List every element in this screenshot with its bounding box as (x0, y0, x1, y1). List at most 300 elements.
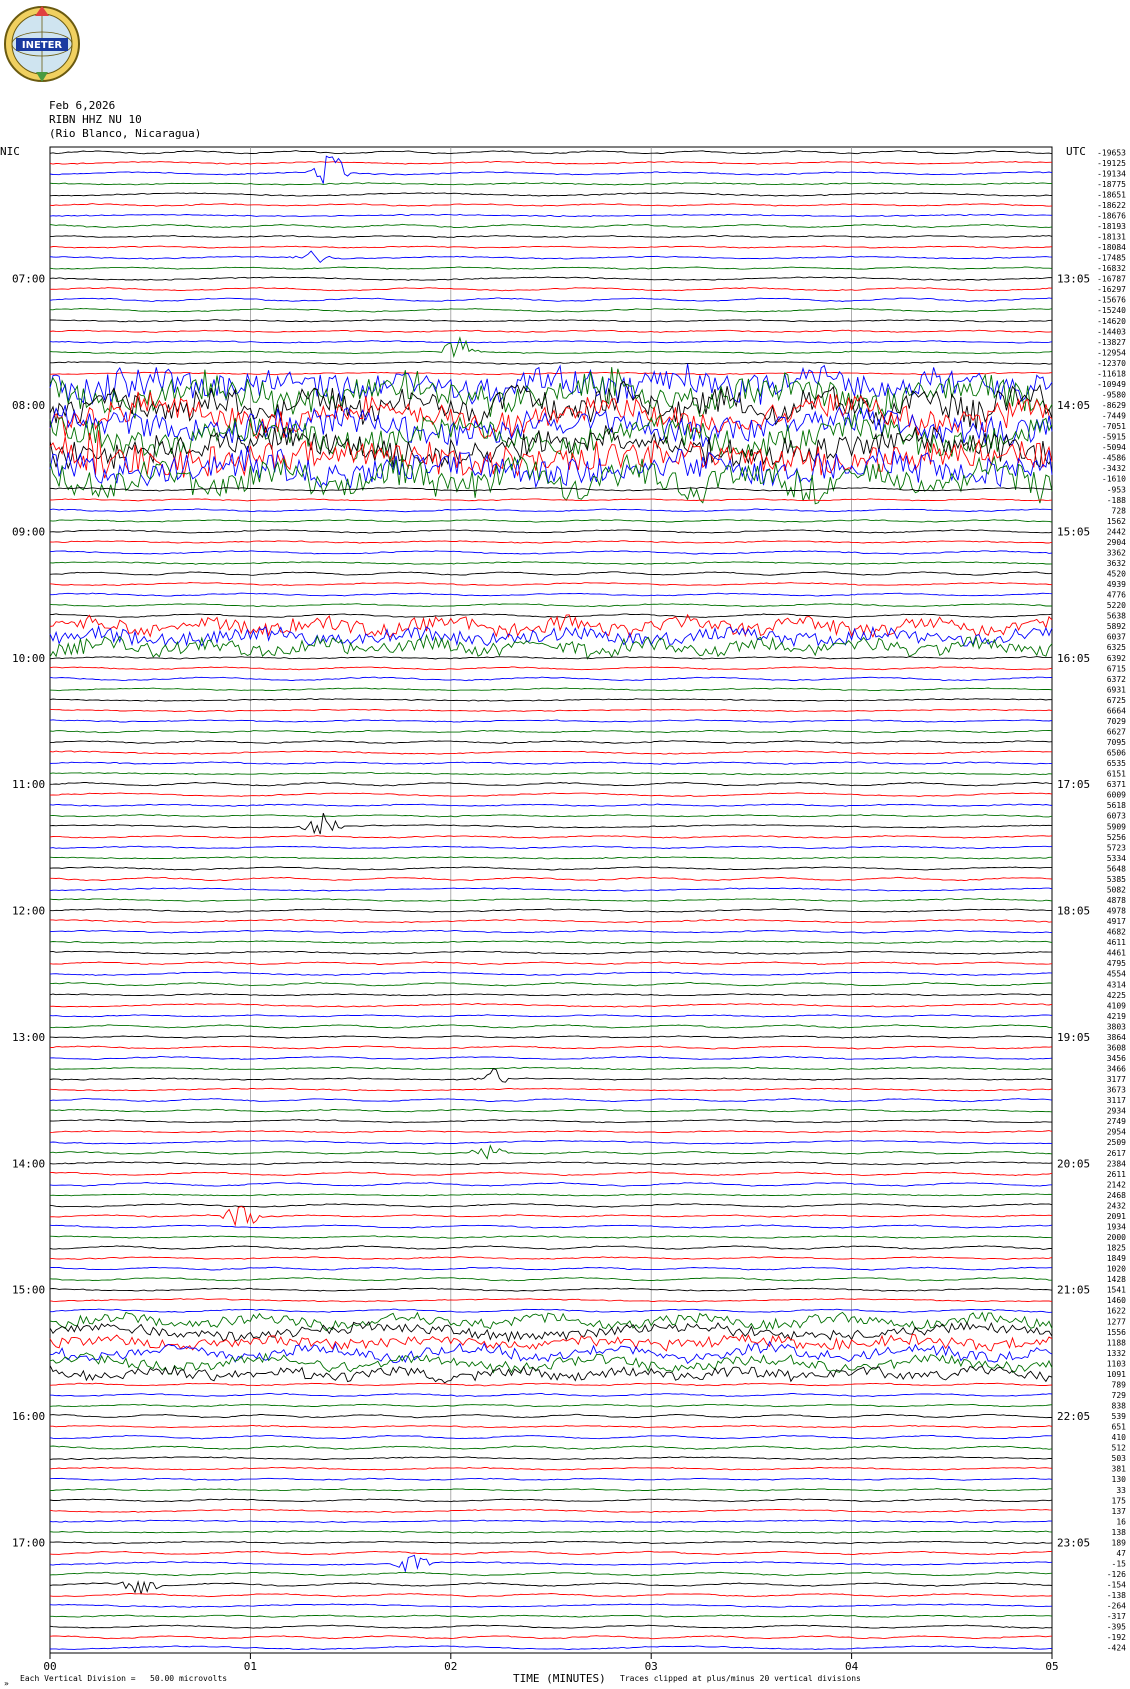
trace-96 (50, 1162, 1052, 1165)
trace-offset-label: 3117 (1106, 1096, 1126, 1106)
trace-offset-label: -18775 (1097, 179, 1126, 189)
trace-offset-label: 4461 (1106, 948, 1126, 958)
trace-offset-label: 6037 (1106, 632, 1126, 642)
trace-offset-label: -18651 (1097, 190, 1126, 200)
trace-75 (50, 941, 1052, 944)
trace-offset-label: -15 (1111, 1559, 1126, 1569)
trace-offset-label: 1562 (1106, 516, 1126, 526)
trace-36 (50, 530, 1052, 533)
trace-offset-label: -8629 (1101, 401, 1126, 411)
trace-offset-label: 539 (1111, 1412, 1126, 1422)
trace-offset-label: -14403 (1097, 327, 1126, 337)
trace-offset-label: 6325 (1106, 643, 1126, 653)
trace-offset-label: -138 (1106, 1591, 1126, 1601)
trace-offset-label: 7029 (1106, 716, 1126, 726)
trace-offset-label: 1556 (1106, 1327, 1126, 1337)
trace-offset-label: 4878 (1106, 896, 1126, 905)
trace-127 (50, 1489, 1052, 1491)
trace-4 (50, 193, 1052, 196)
trace-17 (50, 330, 1052, 332)
trace-offset-label: -16297 (1097, 285, 1126, 295)
trace-offset-label: 4917 (1106, 917, 1126, 927)
trace-74 (50, 930, 1052, 933)
trace-offset-label: 2000 (1106, 1233, 1126, 1243)
trace-offset-label: 5334 (1106, 853, 1126, 863)
clip-note: Traces clipped at plus/minus 20 vertical divisions (620, 1674, 861, 1683)
trace-offset-label: 6506 (1106, 748, 1126, 758)
trace-54 (50, 720, 1052, 722)
trace-offset-label: 7095 (1106, 738, 1126, 748)
trace-77 (50, 962, 1052, 965)
trace-offset-label: -18622 (1097, 200, 1126, 210)
trace-56 (50, 741, 1052, 744)
trace-offset-label: 1460 (1106, 1296, 1126, 1306)
trace-42 (50, 593, 1052, 596)
trace-offset-label: 3177 (1106, 1075, 1126, 1085)
trace-136 (50, 1582, 1052, 1594)
trace-128 (50, 1499, 1052, 1502)
trace-98 (50, 1183, 1052, 1187)
trace-offset-label: 651 (1111, 1422, 1126, 1432)
right-time-label: 19:05 (1057, 1030, 1091, 1044)
right-time-label: 13:05 (1057, 272, 1091, 286)
trace-135 (50, 1572, 1052, 1575)
trace-67 (50, 857, 1052, 859)
trace-offset-label: 4225 (1106, 990, 1126, 1000)
trace-120 (50, 1414, 1052, 1418)
trace-offset-label: 2617 (1106, 1148, 1126, 1158)
trace-offset-label: 2611 (1106, 1169, 1126, 1179)
trace-112 (50, 1322, 1052, 1341)
trace-57 (50, 751, 1052, 754)
trace-offset-label: -15240 (1097, 306, 1126, 316)
trace-20 (50, 362, 1052, 365)
trace-55 (50, 730, 1052, 733)
trace-offset-label: -16832 (1097, 264, 1126, 274)
trace-90 (50, 1099, 1052, 1102)
trace-offset-label: 3456 (1106, 1053, 1126, 1063)
trace-offset-label: 1428 (1106, 1275, 1126, 1285)
trace-5 (50, 204, 1052, 207)
trace-offset-label: -19125 (1097, 158, 1126, 168)
trace-88 (50, 1069, 1052, 1083)
trace-offset-label: -192 (1106, 1633, 1126, 1643)
trace-offset-label: 130 (1111, 1475, 1126, 1485)
trace-offset-label: 410 (1111, 1433, 1126, 1443)
trace-offset-label: -17485 (1097, 253, 1126, 263)
trace-offset-label: 5256 (1106, 832, 1126, 842)
trace-offset-label: 512 (1111, 1443, 1126, 1453)
trace-offset-label: -264 (1106, 1601, 1126, 1611)
trace-141 (50, 1636, 1052, 1639)
trace-offset-label: 6725 (1106, 695, 1126, 705)
left-time-label: 08:00 (12, 399, 46, 413)
trace-34 (50, 509, 1052, 512)
trace-16 (50, 320, 1052, 322)
trace-offset-label: 3632 (1106, 558, 1126, 568)
trace-139 (50, 1615, 1052, 1617)
left-time-label: 12:00 (12, 904, 46, 918)
right-time-label: 15:05 (1057, 525, 1091, 539)
trace-92 (50, 1120, 1052, 1123)
trace-offset-label: 503 (1111, 1454, 1126, 1464)
trace-offset-label: -19653 (1097, 148, 1126, 158)
trace-11 (50, 267, 1052, 269)
trace-offset-label: -424 (1106, 1643, 1126, 1653)
trace-offset-label: 5648 (1106, 864, 1126, 874)
trace-offset-label: 1541 (1106, 1285, 1126, 1295)
trace-133 (50, 1551, 1052, 1554)
trace-111 (50, 1312, 1052, 1330)
trace-53 (50, 709, 1052, 711)
trace-offset-label: 2142 (1106, 1180, 1126, 1190)
right-time-label: 14:05 (1057, 399, 1091, 413)
trace-offset-label: -4586 (1101, 453, 1126, 463)
left-time-label: 17:00 (12, 1536, 46, 1550)
trace-offset-label: 1103 (1106, 1359, 1126, 1369)
trace-offset-label: 5082 (1106, 885, 1126, 895)
trace-offset-label: 6151 (1106, 769, 1126, 779)
trace-offset-label: 2934 (1106, 1106, 1126, 1116)
trace-137 (50, 1594, 1052, 1597)
x-tick-label: 01 (243, 1660, 258, 1673)
trace-offset-label: 4611 (1106, 938, 1126, 948)
trace-121 (50, 1425, 1052, 1427)
trace-offset-label: -12954 (1097, 348, 1126, 358)
left-time-label: 10:00 (12, 651, 46, 665)
trace-offset-label: 2384 (1106, 1159, 1126, 1169)
trace-offset-label: 1934 (1106, 1222, 1126, 1232)
trace-103 (50, 1236, 1052, 1238)
trace-offset-label: 5892 (1106, 622, 1126, 632)
trace-offset-label: -126 (1106, 1570, 1126, 1580)
trace-62 (50, 804, 1052, 806)
trace-offset-label: 3673 (1106, 1085, 1126, 1095)
trace-offset-label: 729 (1111, 1390, 1126, 1400)
trace-offset-label: 6392 (1106, 653, 1126, 663)
trace-81 (50, 1004, 1052, 1007)
scale-note: Each Vertical Division = 50.00 microvolts (20, 1674, 228, 1683)
trace-21 (50, 372, 1052, 375)
trace-0 (50, 151, 1052, 154)
trace-104 (50, 1246, 1052, 1250)
trace-138 (50, 1604, 1052, 1607)
x-tick-label: 05 (1045, 1660, 1059, 1673)
trace-68 (50, 867, 1052, 870)
trace-71 (50, 899, 1052, 902)
trace-108 (50, 1288, 1052, 1291)
trace-38 (50, 551, 1052, 554)
trace-50 (50, 677, 1052, 681)
trace-15 (50, 309, 1052, 313)
trace-122 (50, 1435, 1052, 1439)
trace-offset-label: 3864 (1106, 1032, 1126, 1042)
trace-offset-label: -5915 (1101, 432, 1126, 442)
trace-13 (50, 288, 1052, 291)
trace-offset-label: 47 (1116, 1548, 1126, 1558)
trace-offset-label: 5220 (1106, 601, 1126, 611)
trace-offset-label: 728 (1111, 506, 1126, 516)
right-time-label: 21:05 (1057, 1283, 1091, 1297)
trace-12 (50, 277, 1052, 281)
trace-offset-label: 2468 (1106, 1190, 1126, 1200)
trace-offset-label: 4776 (1106, 590, 1126, 600)
trace-72 (50, 909, 1052, 912)
left-timezone: NIC (0, 145, 20, 158)
trace-offset-label: 175 (1111, 1496, 1126, 1506)
trace-offset-label: -18084 (1097, 243, 1126, 253)
trace-94 (50, 1141, 1052, 1145)
trace-offset-label: 5618 (1106, 801, 1126, 811)
trace-63 (50, 815, 1052, 817)
trace-offset-label: -15676 (1097, 295, 1126, 305)
trace-79 (50, 983, 1052, 987)
trace-offset-label: -18131 (1097, 232, 1126, 242)
trace-offset-label: 4109 (1106, 1001, 1126, 1011)
trace-offset-label: 137 (1111, 1506, 1126, 1516)
trace-offset-label: 5723 (1106, 843, 1126, 853)
trace-offset-label: -16787 (1097, 274, 1126, 284)
trace-offset-label: -10949 (1097, 379, 1126, 389)
trace-offset-label: 838 (1111, 1401, 1126, 1411)
right-time-label: 20:05 (1057, 1157, 1091, 1171)
trace-113 (50, 1334, 1052, 1351)
trace-126 (50, 1478, 1052, 1480)
trace-69 (50, 877, 1052, 880)
trace-105 (50, 1257, 1052, 1260)
trace-60 (50, 782, 1052, 786)
right-timezone: UTC (1066, 145, 1086, 158)
trace-offset-label: 4314 (1106, 980, 1126, 990)
trace-offset-label: -7051 (1101, 422, 1126, 432)
trace-offset-label: -18676 (1097, 211, 1126, 221)
trace-offset-label: 4520 (1106, 569, 1126, 579)
right-time-label: 18:05 (1057, 904, 1091, 918)
right-time-label: 23:05 (1057, 1536, 1091, 1550)
chart-date: Feb 6,2026 (49, 99, 116, 112)
trace-offset-label: -188 (1106, 495, 1126, 505)
trace-84 (50, 1036, 1052, 1038)
trace-32 (50, 488, 1052, 492)
trace-offset-label: -317 (1106, 1612, 1126, 1622)
trace-107 (50, 1277, 1052, 1281)
trace-101 (50, 1207, 1052, 1226)
trace-76 (50, 951, 1052, 954)
trace-70 (50, 888, 1052, 891)
trace-118 (50, 1394, 1052, 1397)
x-tick-label: 02 (444, 1660, 458, 1673)
trace-58 (50, 762, 1052, 764)
trace-offset-label: 4978 (1106, 906, 1126, 916)
trace-43 (50, 604, 1052, 607)
trace-offset-label: 1825 (1106, 1243, 1126, 1253)
trace-82 (50, 1015, 1052, 1017)
trace-66 (50, 846, 1052, 849)
trace-8 (50, 236, 1052, 238)
trace-114 (50, 1342, 1052, 1364)
trace-110 (50, 1309, 1052, 1312)
trace-102 (50, 1225, 1052, 1228)
trace-1 (50, 161, 1052, 164)
trace-40 (50, 572, 1052, 576)
trace-offset-label: 3803 (1106, 1022, 1126, 1032)
trace-49 (50, 667, 1052, 670)
trace-6 (50, 214, 1052, 216)
corner-mark: » (4, 1679, 9, 1688)
trace-125 (50, 1467, 1052, 1470)
trace-offset-label: 3608 (1106, 1043, 1126, 1053)
trace-offset-label: 5909 (1106, 822, 1126, 832)
trace-86 (50, 1057, 1052, 1060)
trace-131 (50, 1531, 1052, 1533)
logo-text: INETER (21, 40, 63, 51)
trace-offset-label: 16 (1116, 1517, 1126, 1527)
trace-offset-label: 1622 (1106, 1306, 1126, 1316)
trace-offset-label: -19134 (1097, 169, 1126, 179)
left-time-label: 07:00 (12, 272, 46, 286)
right-time-label: 22:05 (1057, 1410, 1091, 1424)
trace-offset-label: 6009 (1106, 790, 1126, 800)
trace-48 (50, 657, 1052, 659)
trace-offset-label: 4219 (1106, 1011, 1126, 1021)
trace-41 (50, 583, 1052, 586)
trace-offset-label: 6372 (1106, 674, 1126, 684)
trace-85 (50, 1046, 1052, 1049)
trace-39 (50, 562, 1052, 565)
trace-offset-label: -7449 (1101, 411, 1126, 421)
trace-offset-label: 6931 (1106, 685, 1126, 695)
trace-offset-label: 33 (1116, 1485, 1126, 1495)
ineter-logo-icon (2, 2, 82, 82)
trace-95 (50, 1146, 1052, 1159)
trace-offset-label: 1020 (1106, 1264, 1126, 1274)
trace-offset-label: -154 (1106, 1580, 1126, 1590)
trace-37 (50, 541, 1052, 544)
left-time-label: 09:00 (12, 525, 46, 539)
trace-91 (50, 1109, 1052, 1112)
left-time-label: 14:00 (12, 1157, 46, 1171)
trace-offset-label: 6535 (1106, 759, 1126, 769)
trace-offset-label: -11618 (1097, 369, 1126, 379)
trace-14 (50, 298, 1052, 302)
trace-89 (50, 1088, 1052, 1091)
trace-130 (50, 1520, 1052, 1522)
trace-offset-label: 3362 (1106, 548, 1126, 558)
trace-129 (50, 1509, 1052, 1512)
trace-offset-label: 4682 (1106, 927, 1126, 937)
left-time-label: 11:00 (12, 778, 46, 792)
trace-offset-label: 2432 (1106, 1201, 1126, 1211)
trace-offset-label: -12370 (1097, 358, 1126, 368)
trace-offset-label: 2954 (1106, 1127, 1126, 1137)
trace-18 (50, 341, 1052, 344)
trace-offset-label: -9580 (1101, 390, 1126, 400)
trace-offset-label: -18193 (1097, 221, 1126, 231)
trace-106 (50, 1267, 1052, 1270)
trace-offset-label: 6371 (1106, 780, 1126, 790)
trace-35 (50, 520, 1052, 523)
trace-109 (50, 1299, 1052, 1302)
trace-offset-label: 2749 (1106, 1117, 1126, 1127)
trace-59 (50, 773, 1052, 775)
trace-97 (50, 1172, 1052, 1175)
trace-offset-label: 2904 (1106, 537, 1126, 547)
trace-offset-label: 1849 (1106, 1254, 1126, 1264)
trace-2 (50, 156, 1052, 183)
trace-134 (50, 1555, 1052, 1571)
trace-123 (50, 1446, 1052, 1449)
trace-offset-label: 1277 (1106, 1317, 1126, 1327)
trace-80 (50, 994, 1052, 996)
right-time-label: 17:05 (1057, 778, 1091, 792)
trace-124 (50, 1457, 1052, 1460)
trace-51 (50, 688, 1052, 691)
station-code: RIBN HHZ NU 10 (49, 113, 142, 126)
trace-offset-label: -953 (1106, 485, 1126, 495)
trace-offset-label: 4795 (1106, 959, 1126, 969)
trace-142 (50, 1646, 1052, 1650)
x-tick-label: 04 (844, 1660, 859, 1673)
trace-offset-label: 1332 (1106, 1348, 1126, 1358)
left-time-label: 13:00 (12, 1030, 46, 1044)
trace-10 (50, 251, 1052, 262)
trace-offset-label: 189 (1111, 1538, 1126, 1548)
trace-offset-label: 6715 (1106, 664, 1126, 674)
trace-offset-label: 4939 (1106, 580, 1126, 590)
trace-99 (50, 1194, 1052, 1196)
trace-61 (50, 793, 1052, 797)
trace-offset-label: 3466 (1106, 1064, 1126, 1074)
trace-73 (50, 919, 1052, 922)
x-tick-label: 00 (43, 1660, 57, 1673)
trace-offset-label: -1610 (1101, 474, 1126, 484)
trace-83 (50, 1025, 1052, 1028)
trace-47 (50, 635, 1052, 659)
trace-7 (50, 224, 1052, 227)
trace-offset-label: -14620 (1097, 316, 1126, 326)
trace-offset-label: 6664 (1106, 706, 1126, 716)
station-location: (Rio Blanco, Nicaragua) (49, 127, 202, 140)
trace-offset-label: 4554 (1106, 969, 1126, 979)
left-time-label: 16:00 (12, 1410, 46, 1424)
trace-52 (50, 699, 1052, 702)
trace-44 (50, 614, 1052, 618)
trace-offset-label: 2091 (1106, 1211, 1126, 1221)
trace-93 (50, 1131, 1052, 1133)
trace-140 (50, 1625, 1052, 1628)
trace-9 (50, 246, 1052, 248)
trace-87 (50, 1067, 1052, 1069)
trace-offset-label: -3432 (1101, 464, 1126, 474)
right-time-label: 16:05 (1057, 651, 1091, 665)
trace-65 (50, 836, 1052, 839)
trace-100 (50, 1204, 1052, 1207)
trace-offset-label: 381 (1111, 1464, 1126, 1474)
trace-119 (50, 1404, 1052, 1406)
trace-33 (50, 499, 1052, 501)
trace-offset-label: 1091 (1106, 1369, 1126, 1379)
trace-offset-label: -395 (1106, 1622, 1126, 1632)
trace-offset-label: 1188 (1106, 1338, 1126, 1348)
trace-3 (50, 183, 1052, 185)
x-tick-label: 03 (644, 1660, 658, 1673)
trace-offset-label: 6073 (1106, 811, 1126, 821)
trace-offset-label: 138 (1111, 1527, 1126, 1537)
trace-offset-label: 2509 (1106, 1138, 1126, 1148)
trace-offset-label: 5638 (1106, 611, 1126, 621)
left-time-label: 15:00 (12, 1283, 46, 1297)
trace-22 (50, 364, 1052, 405)
